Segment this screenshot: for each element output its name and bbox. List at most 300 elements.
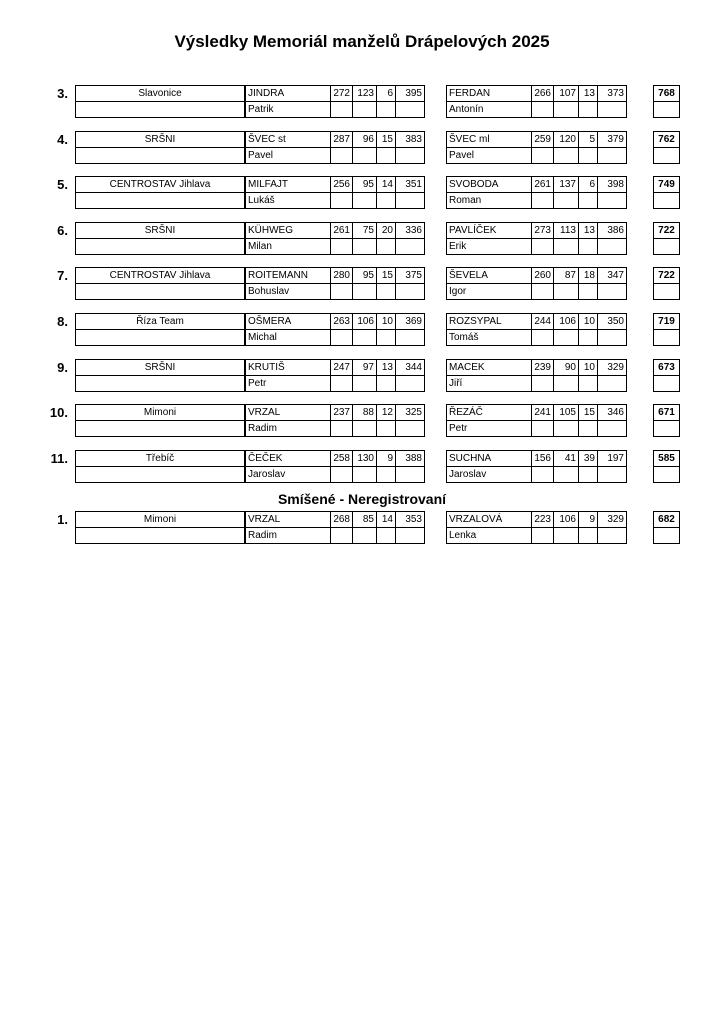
empty-cell [554, 238, 579, 254]
empty-cell [331, 330, 353, 346]
empty-cell [579, 466, 598, 482]
player-score: 13 [579, 86, 598, 102]
empty-cell [532, 147, 554, 163]
club-table [75, 359, 245, 392]
player-score: 123 [353, 86, 377, 102]
player1-table [245, 176, 425, 209]
rank: 11. [50, 450, 68, 466]
club-table [75, 222, 245, 255]
player-first-name: Lenka [447, 528, 532, 544]
empty-cell [396, 330, 425, 346]
club-table [75, 267, 245, 300]
empty-cell [554, 528, 579, 544]
empty-cell [598, 102, 627, 118]
total-table [653, 511, 680, 544]
club-table [75, 131, 245, 164]
player-score: 287 [331, 131, 353, 147]
player-score: 13 [579, 222, 598, 238]
player-score: 280 [331, 268, 353, 284]
player-score: 14 [377, 177, 396, 193]
result-entry [0, 85, 724, 118]
empty-cell [554, 284, 579, 300]
result-entry [0, 450, 724, 483]
player-surname: VRZAL [246, 405, 331, 421]
player-surname: MILFAJT [246, 177, 331, 193]
empty-cell [377, 284, 396, 300]
player-first-name: Lukáš [246, 193, 331, 209]
empty-cell [554, 466, 579, 482]
player-score: 106 [554, 512, 579, 528]
rank: 6. [57, 222, 68, 238]
player-first-name: Antonín [447, 102, 532, 118]
player-score: 239 [532, 359, 554, 375]
empty-cell [579, 238, 598, 254]
player-surname: PAVLÍČEK [447, 222, 532, 238]
empty-cell [598, 284, 627, 300]
player-first-name: Jiří [447, 375, 532, 391]
empty-cell [579, 102, 598, 118]
empty-cell [579, 375, 598, 391]
player-score: 15 [377, 131, 396, 147]
player-surname: ROZSYPAL [447, 314, 532, 330]
result-entry [0, 131, 724, 164]
mixed-result-entry [0, 511, 724, 544]
empty-cell [377, 193, 396, 209]
empty-cell [331, 528, 353, 544]
empty-cell [353, 466, 377, 482]
player2-table [446, 511, 627, 544]
rank: 3. [57, 86, 68, 101]
empty-cell [654, 330, 680, 346]
empty-cell [654, 466, 680, 482]
empty-cell [532, 421, 554, 437]
result-entry [0, 404, 724, 437]
rank: 9. [57, 359, 68, 375]
total-table [653, 222, 680, 255]
empty-cell [377, 330, 396, 346]
rank: 7. [57, 268, 68, 284]
player-score: 272 [331, 86, 353, 102]
empty-cell [331, 193, 353, 209]
empty-cell [396, 102, 425, 118]
rank: 1. [57, 512, 68, 527]
player-score: 375 [396, 268, 425, 284]
player-surname: ŠVEC ml [447, 131, 532, 147]
empty-cell [579, 193, 598, 209]
player-score: 237 [331, 405, 353, 421]
player-score: 18 [579, 268, 598, 284]
empty-cell [353, 147, 377, 163]
team-total: 722 [654, 222, 680, 238]
player-score: 395 [396, 86, 425, 102]
club-table [75, 511, 245, 544]
empty-cell [396, 284, 425, 300]
player2-table [446, 222, 627, 255]
empty-cell [654, 284, 680, 300]
player-score: 268 [331, 512, 353, 528]
rank: 8. [57, 314, 68, 329]
empty-cell [353, 421, 377, 437]
player-score: 106 [353, 314, 377, 330]
empty-cell [76, 375, 245, 391]
player-score: 137 [554, 177, 579, 193]
player-score: 39 [579, 450, 598, 466]
team-total: 585 [654, 450, 680, 466]
player-score: 85 [353, 512, 377, 528]
player-score: 244 [532, 314, 554, 330]
player-score: 10 [579, 359, 598, 375]
player-surname: MACEK [447, 359, 532, 375]
player-score: 344 [396, 359, 425, 375]
player-surname: ŠVEC st [246, 131, 331, 147]
club-table [75, 450, 245, 483]
player-surname: ČEČEK [246, 450, 331, 466]
player-score: 223 [532, 512, 554, 528]
player1-table [245, 511, 425, 544]
total-table [653, 450, 680, 483]
team-total: 719 [654, 314, 680, 330]
player-surname: VRZALOVÁ [447, 512, 532, 528]
player-score: 113 [554, 222, 579, 238]
empty-cell [579, 330, 598, 346]
empty-cell [396, 466, 425, 482]
player-score: 41 [554, 450, 579, 466]
club-name: Mimoni [76, 512, 245, 528]
club-table [75, 85, 245, 118]
empty-cell [598, 466, 627, 482]
total-table [653, 176, 680, 209]
player-score: 256 [331, 177, 353, 193]
empty-cell [331, 375, 353, 391]
empty-cell [76, 528, 245, 544]
player-first-name: Erik [447, 238, 532, 254]
player-surname: ROITEMANN [246, 268, 331, 284]
club-name: Mimoni [76, 405, 245, 421]
player-score: 10 [377, 314, 396, 330]
rank: 10. [49, 405, 68, 421]
club-name: Třebíč [76, 450, 245, 466]
empty-cell [532, 528, 554, 544]
club-name: CENTROSTAV Jihlava [76, 177, 245, 193]
player-score: 241 [532, 405, 554, 421]
player-score: 95 [353, 268, 377, 284]
player1-table [245, 85, 425, 118]
player1-table [245, 267, 425, 300]
player-first-name: Pavel [246, 147, 331, 163]
club-table [75, 404, 245, 437]
empty-cell [598, 147, 627, 163]
player-first-name: Petr [447, 421, 532, 437]
team-total: 749 [654, 177, 680, 193]
empty-cell [598, 421, 627, 437]
club-table [75, 176, 245, 209]
empty-cell [377, 238, 396, 254]
total-table [653, 267, 680, 300]
player-first-name: Milan [246, 238, 331, 254]
player-surname: SVOBODA [447, 177, 532, 193]
player-score: 97 [353, 359, 377, 375]
result-entry [0, 176, 724, 209]
rank: 5. [57, 177, 68, 193]
player-score: 10 [579, 314, 598, 330]
player-score: 156 [532, 450, 554, 466]
team-total: 671 [654, 405, 680, 421]
empty-cell [331, 284, 353, 300]
player-surname: KRUTIŠ [246, 359, 331, 375]
empty-cell [579, 421, 598, 437]
player-first-name: Roman [447, 193, 532, 209]
empty-cell [532, 102, 554, 118]
player-first-name: Petr [246, 375, 331, 391]
player-score: 263 [331, 314, 353, 330]
empty-cell [654, 193, 680, 209]
empty-cell [353, 528, 377, 544]
player-score: 106 [554, 314, 579, 330]
empty-cell [76, 284, 245, 300]
player1-table [245, 131, 425, 164]
player-first-name: Pavel [447, 147, 532, 163]
player-score: 107 [554, 86, 579, 102]
player-score: 90 [554, 359, 579, 375]
player-score: 258 [331, 450, 353, 466]
player-surname: VRZAL [246, 512, 331, 528]
result-entry [0, 313, 724, 346]
player2-table [446, 450, 627, 483]
player2-table [446, 404, 627, 437]
empty-cell [353, 238, 377, 254]
club-name: SRŠNI [76, 131, 245, 147]
player-score: 398 [598, 177, 627, 193]
player2-table [446, 313, 627, 346]
player-score: 336 [396, 222, 425, 238]
total-table [653, 313, 680, 346]
player-score: 9 [579, 512, 598, 528]
empty-cell [554, 375, 579, 391]
player-score: 6 [579, 177, 598, 193]
player2-table [446, 131, 627, 164]
empty-cell [532, 193, 554, 209]
empty-cell [654, 102, 680, 118]
player-surname: KÜHWEG [246, 222, 331, 238]
player-first-name: Bohuslav [246, 284, 331, 300]
empty-cell [532, 466, 554, 482]
player-score: 261 [331, 222, 353, 238]
empty-cell [554, 102, 579, 118]
club-name: CENTROSTAV Jihlava [76, 268, 245, 284]
empty-cell [377, 375, 396, 391]
empty-cell [396, 421, 425, 437]
player-score: 266 [532, 86, 554, 102]
team-total: 768 [654, 86, 680, 102]
player-score: 95 [353, 177, 377, 193]
empty-cell [331, 238, 353, 254]
total-table [653, 359, 680, 392]
player-score: 120 [554, 131, 579, 147]
player-score: 87 [554, 268, 579, 284]
empty-cell [353, 330, 377, 346]
empty-cell [579, 147, 598, 163]
empty-cell [598, 528, 627, 544]
total-table [653, 85, 680, 118]
empty-cell [396, 147, 425, 163]
empty-cell [76, 193, 245, 209]
player-surname: OŠMERA [246, 314, 331, 330]
team-total: 673 [654, 359, 680, 375]
club-name: Slavonice [76, 86, 245, 102]
empty-cell [554, 421, 579, 437]
player1-table [245, 404, 425, 437]
player2-table [446, 176, 627, 209]
club-name: Říza Team [76, 314, 245, 330]
result-entry [0, 267, 724, 300]
player-score: 325 [396, 405, 425, 421]
empty-cell [331, 102, 353, 118]
player-score: 329 [598, 359, 627, 375]
player1-table [245, 222, 425, 255]
player-first-name: Radim [246, 528, 331, 544]
player-first-name: Tomáš [447, 330, 532, 346]
empty-cell [353, 375, 377, 391]
empty-cell [353, 193, 377, 209]
empty-cell [331, 421, 353, 437]
empty-cell [532, 375, 554, 391]
empty-cell [554, 147, 579, 163]
empty-cell [579, 284, 598, 300]
rank: 4. [57, 131, 68, 147]
player-surname: ŠEVELA [447, 268, 532, 284]
empty-cell [377, 102, 396, 118]
player-score: 379 [598, 131, 627, 147]
player-first-name: Jaroslav [447, 466, 532, 482]
player-score: 273 [532, 222, 554, 238]
club-name: SRŠNI [76, 359, 245, 375]
team-total: 682 [654, 512, 680, 528]
player-first-name: Radim [246, 421, 331, 437]
player-score: 261 [532, 177, 554, 193]
empty-cell [598, 330, 627, 346]
player-surname: FERDAN [447, 86, 532, 102]
total-table [653, 404, 680, 437]
empty-cell [377, 421, 396, 437]
empty-cell [654, 147, 680, 163]
empty-cell [396, 375, 425, 391]
player1-table [245, 359, 425, 392]
player-score: 13 [377, 359, 396, 375]
team-total: 722 [654, 268, 680, 284]
club-name: SRŠNI [76, 222, 245, 238]
player-score: 260 [532, 268, 554, 284]
player-score: 388 [396, 450, 425, 466]
empty-cell [76, 147, 245, 163]
player-score: 75 [353, 222, 377, 238]
empty-cell [654, 421, 680, 437]
empty-cell [532, 330, 554, 346]
player-score: 347 [598, 268, 627, 284]
result-entry [0, 359, 724, 392]
total-table [653, 131, 680, 164]
player-first-name: Jaroslav [246, 466, 331, 482]
player-score: 15 [377, 268, 396, 284]
empty-cell [598, 375, 627, 391]
player-score: 259 [532, 131, 554, 147]
empty-cell [532, 284, 554, 300]
player-surname: JINDRA [246, 86, 331, 102]
empty-cell [331, 466, 353, 482]
player-first-name: Patrik [246, 102, 331, 118]
player-score: 5 [579, 131, 598, 147]
player-score: 350 [598, 314, 627, 330]
player-score: 9 [377, 450, 396, 466]
player-score: 6 [377, 86, 396, 102]
player1-table [245, 450, 425, 483]
player-score: 329 [598, 512, 627, 528]
player-score: 20 [377, 222, 396, 238]
empty-cell [396, 238, 425, 254]
result-entry [0, 222, 724, 255]
player-score: 373 [598, 86, 627, 102]
player-score: 88 [353, 405, 377, 421]
empty-cell [76, 330, 245, 346]
player-score: 353 [396, 512, 425, 528]
empty-cell [353, 102, 377, 118]
player-surname: SUCHNA [447, 450, 532, 466]
empty-cell [598, 238, 627, 254]
player-score: 346 [598, 405, 627, 421]
player-score: 12 [377, 405, 396, 421]
player-first-name: Michal [246, 330, 331, 346]
page-title: Výsledky Memoriál manželů Drápelových 2025 [174, 32, 550, 51]
empty-cell [598, 193, 627, 209]
empty-cell [76, 466, 245, 482]
empty-cell [396, 193, 425, 209]
empty-cell [654, 375, 680, 391]
player-score: 386 [598, 222, 627, 238]
empty-cell [579, 528, 598, 544]
empty-cell [76, 238, 245, 254]
player2-table [446, 267, 627, 300]
empty-cell [554, 330, 579, 346]
player2-table [446, 85, 627, 118]
club-table [75, 313, 245, 346]
player-score: 351 [396, 177, 425, 193]
player-score: 383 [396, 131, 425, 147]
empty-cell [532, 238, 554, 254]
empty-cell [353, 284, 377, 300]
player-score: 15 [579, 405, 598, 421]
player-first-name: Igor [447, 284, 532, 300]
player-score: 14 [377, 512, 396, 528]
player-score: 197 [598, 450, 627, 466]
empty-cell [554, 193, 579, 209]
player-score: 105 [554, 405, 579, 421]
player-surname: ŘEZÁČ [447, 405, 532, 421]
mixed-section-heading: Smíšené - Neregistrovaní [277, 491, 447, 507]
player1-table [245, 313, 425, 346]
player-score: 96 [353, 131, 377, 147]
empty-cell [76, 102, 245, 118]
player-score: 130 [353, 450, 377, 466]
empty-cell [331, 147, 353, 163]
empty-cell [377, 528, 396, 544]
empty-cell [654, 238, 680, 254]
empty-cell [396, 528, 425, 544]
empty-cell [76, 421, 245, 437]
empty-cell [377, 466, 396, 482]
team-total: 762 [654, 131, 680, 147]
empty-cell [654, 528, 680, 544]
player-score: 369 [396, 314, 425, 330]
player2-table [446, 359, 627, 392]
